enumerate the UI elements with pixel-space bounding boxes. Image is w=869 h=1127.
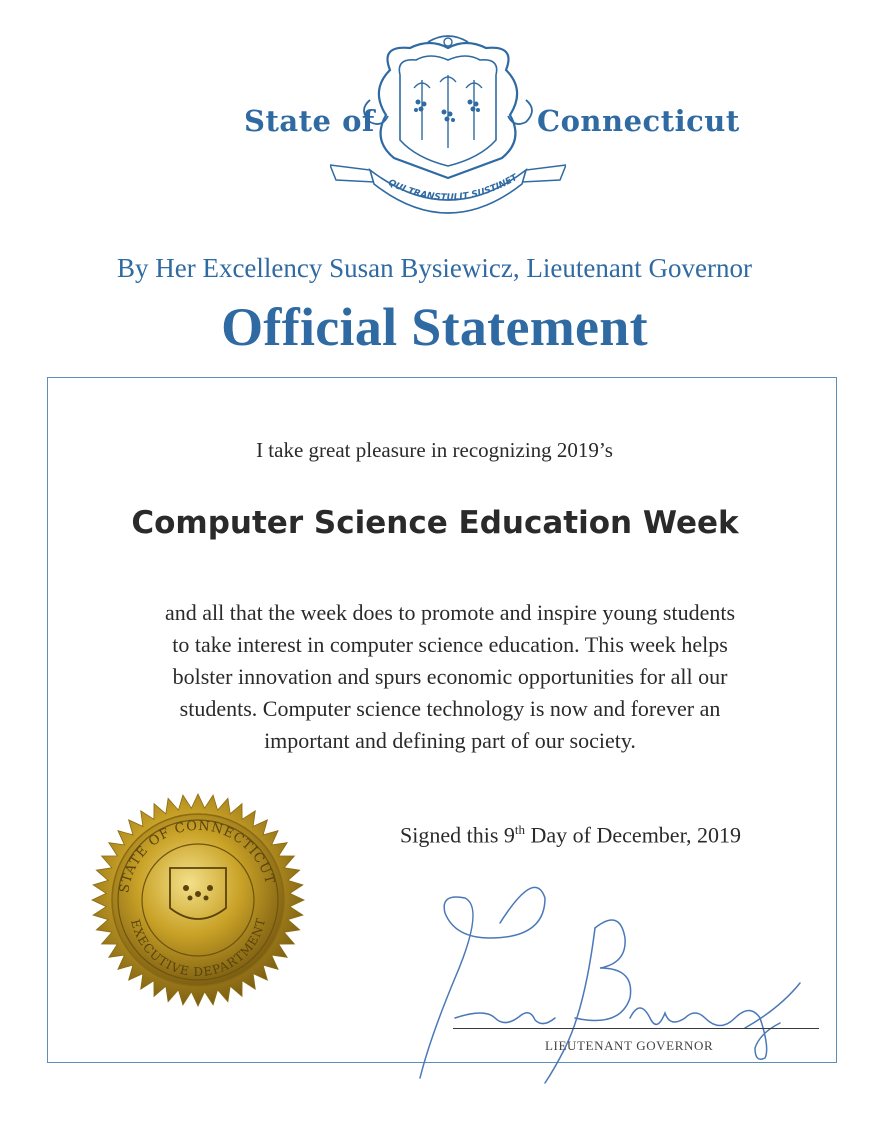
connecticut-crest-icon	[330, 30, 566, 230]
signature-icon	[395, 868, 815, 1093]
signed-date: Signed this 9th Day of December, 2019	[400, 822, 742, 848]
signature-title: LIEUTENANT GOVERNOR	[545, 1038, 714, 1053]
body-line: students. Computer science technology is now and forever an	[179, 696, 721, 721]
seal-outer-text: STATE OF CONNECTICUT	[117, 818, 278, 895]
connecticut-label: Connecticut	[537, 104, 740, 138]
seal-lower-text: EXECUTIVE DEPARTMENT	[128, 916, 269, 980]
intro-text: I take great pleasure in recognizing 2019’s	[256, 438, 613, 462]
headline: Computer Science Education Week	[131, 505, 739, 541]
signature-line	[453, 1028, 819, 1029]
body-line: and all that the week does to promote and inspire young students	[164, 600, 736, 625]
statement-body	[90, 597, 810, 757]
page-title: Official Statement	[221, 297, 648, 357]
gold-seal-icon	[88, 790, 308, 1010]
body-line: to take interest in computer science education. This week helps	[172, 632, 728, 657]
state-of-label: State of	[244, 104, 375, 138]
crest-motto: QUI TRANSTULIT SUSTINET	[386, 172, 520, 204]
body-line: important and defining part of our society.	[264, 728, 636, 753]
by-line: By Her Excellency Susan Bysiewicz, Lieutenant Governor	[116, 253, 753, 283]
body-line: bolster innovation and spurs economic opportunities for all our	[172, 664, 728, 689]
